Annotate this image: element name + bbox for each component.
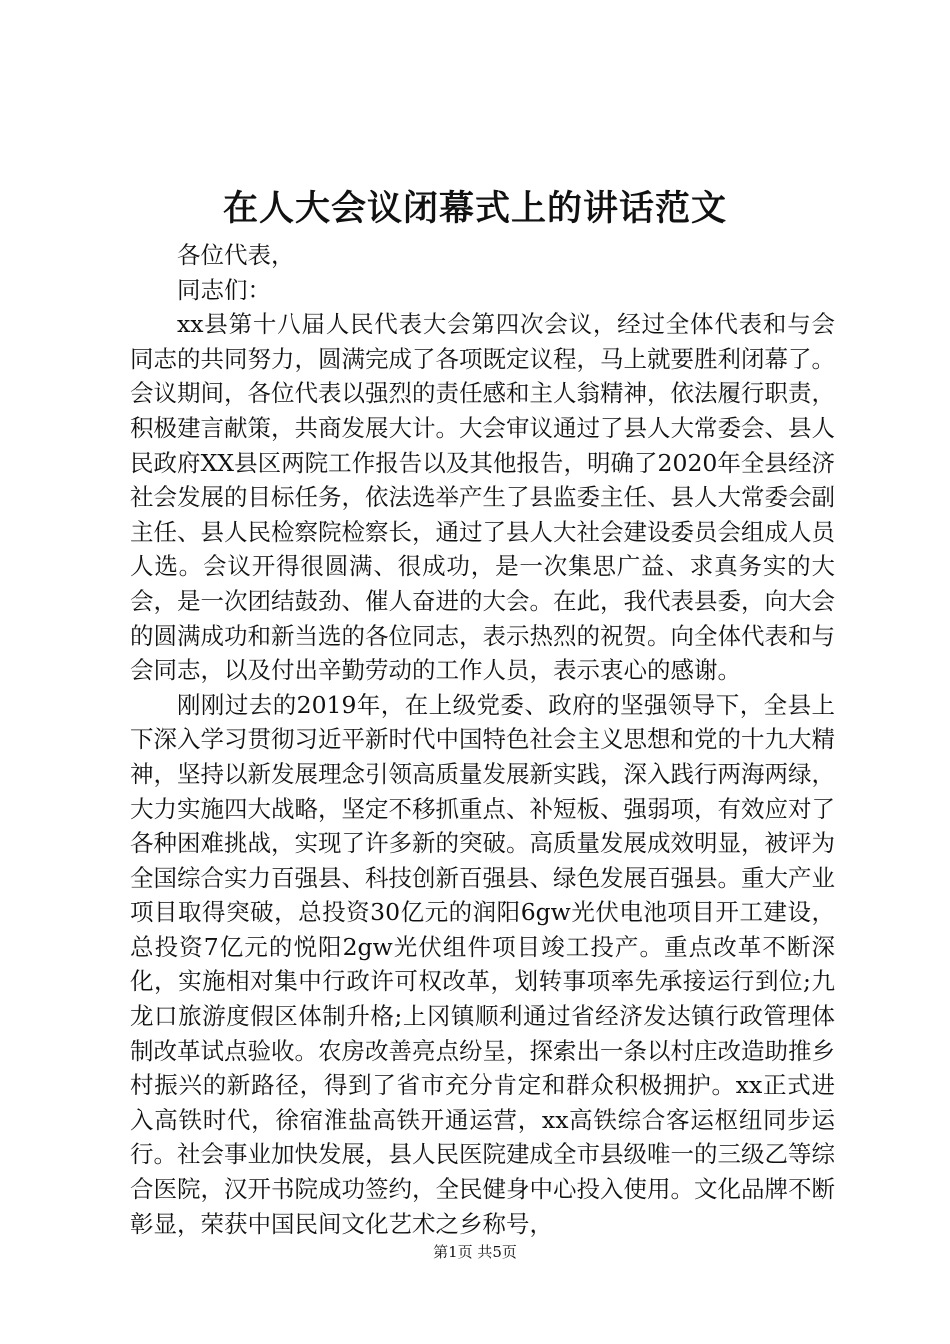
document-body bbox=[130, 238, 835, 1241]
salutation-delegates: 各位代表， bbox=[177, 241, 295, 269]
paragraph-meeting-summary: xx县第十八届人民代表大会第四次会议，经过全体代表和与会同志的共同努力，圆满完成了各项既定议程，马上就要胜利闭幕了。会议期间，各位代表以强烈的责任感和主人翁精神，依法履行职责，积极建言献策，共商发展大计。大会审议通过了县人大常委会、县人民政府XX县区两院工作报告以及其他报告，明确了2020年全县经济社会发展的目标任务，依法选举产生了县监委主任、县人大常委会副主任、县人民检察院检察长，通过了县人大社会建设委员会组成人员人选。会议开得很圆满、很成功，是一次集思广益、求真务实的大会，是一次团结鼓劲、催人奋进的大会。在此，我代表县委，向大会的圆满成功和新当选的各位同志，表示热烈的祝贺。向全体代表和与会同志，以及付出辛勤劳动的工作人员，表示衷心的感谢。 bbox=[130, 310, 835, 685]
document-title: 在人大会议闭幕式上的讲话范文 bbox=[222, 188, 727, 229]
paragraph-2019-review: 刚刚过去的2019年，在上级党委、政府的坚强领导下，全县上下深入学习贯彻习近平新时代中国特色社会主义思想和党的十九大精神，坚持以新发展理念引领高质量发展新实践，深入践行两海两绿，大力实施四大战略，坚定不移抓重点、补短板、强弱项，有效应对了各种困难挑战，实现了许多新的突破。高质量发展成效明显，被评为全国综合实力百强县、科技创新百强县、绿色发展百强县。重大产业项目取得突破，总投资30亿元的润阳6gw光伏电池项目开工建设，总投资7亿元的悦阳2gw光伏组件项目竣工投产。重点改革不断深化，实施相对集中行政许可权改革，划转事项率先承接运行到位;九龙口旅游度假区体制升格;上冈镇顺利通过省经济发达镇行政管理体制改革试点验收。农房改善亮点纷呈，探索出一条以村庄改造助推乡村振兴的新路径，得到了省市充分肯定和群众积极拥护。xx正式进入高铁时代，徐宿淮盐高铁开通运营，xx高铁综合客运枢纽同步运行。社会事业加快发展，县人民医院建成全市县级唯一的三级乙等综合医院，汉开书院成功签约，全民健身中心投入使用。文化品牌不断彰显，荣获中国民间文化艺术之乡称号， bbox=[130, 690, 835, 1238]
salutation-comrades: 同志们： bbox=[177, 275, 271, 304]
page-number: 第1页 共5页 bbox=[433, 1243, 517, 1261]
